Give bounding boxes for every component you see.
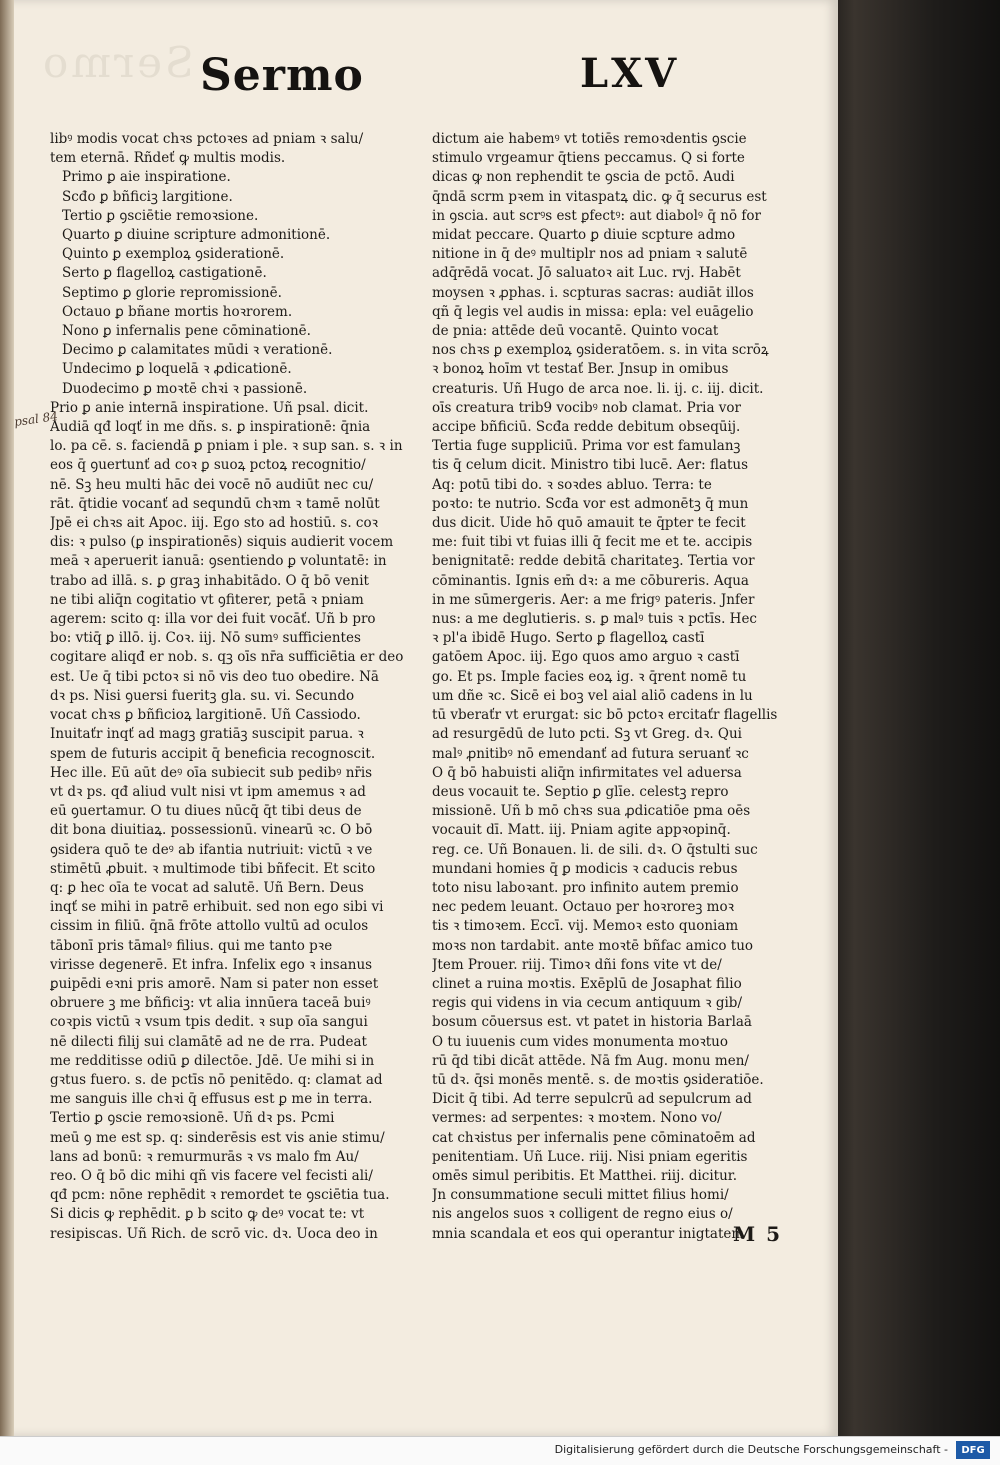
text-line: Quarto ꝑ diuine scripture admonitionē. [62,227,331,244]
text-line: clinet a ruina moꝛtis. Exēplū de Josaphat filio [432,975,742,992]
text-line: vt dꝛ ps. qđ aliud vult nisi vt ipm amemus ꝛ ad [50,783,366,800]
text-line: meā ꝛ aperuerit ianuā: ꝯsentiendo ꝑ voluntatē: in [50,553,387,570]
text-line: stimētū ꝓbuit. ꝛ multimode tibi bñfecit. Et scito [50,860,376,877]
text-line: Audiā qđ loqť in me dñs. s. ꝑ inspirationē: q̄nia [50,419,371,436]
text-line: nē dilecti filij sui clamātē ad ne de rra. Pudeat [50,1033,367,1050]
text-line: Tertio ꝑ ꝯsciētie remoꝛsione. [62,207,259,224]
text-line: malꝰ ꝓnitibꝰ nō emendanť ad futura seruanť ꝛc [432,745,749,762]
text-line: poꝛto: te nutrio. Scđa vor est admonētꝫ q̄ mun [432,495,749,512]
text-line: coꝛpis victū ꝛ vsum tpis dedit. ꝛ sup oīa sangui [50,1014,368,1031]
text-line: accipe bñficiū. Scđa redde debitum obseqūij. [432,419,741,436]
text-line: Si dicis ꝙ rephēdit. ꝑ b scito ꝙ deꝰ vocat te: vt [50,1206,365,1223]
text-line: O q̄ bō habuisti aliq̄n infirmitates vel aduersa [432,764,742,781]
digitization-footer [0,1436,1000,1465]
text-line: nos chꝛs ꝑ exemploꝝ ꝯsideratōem. s. in vita scrōꝝ [432,342,769,359]
text-line: vocauit dī. Matt. iij. Pniam agite appꝛopinq̄. [432,822,731,839]
text-line: Undecimo ꝑ loquelā ꝛ ꝓdicationē. [62,361,292,378]
text-line: me redditisse odiū ꝑ dilectōe. Jdē. Ue mihi si in [50,1052,375,1069]
text-line: virisse degenerē. Et infra. Infelix ego ꝛ insanus [50,956,373,973]
text-line: Primo ꝑ aie inspiratione. [62,169,231,186]
dfg-logo-icon: DFG [956,1441,990,1459]
text-line: ꝯsidera quō te deꝰ ab ifantia nutriuit: victū ꝛ ve [50,841,373,858]
text-line: Jn consummatione seculi mittet filius homi/ [432,1187,729,1204]
text-line: Decimo ꝑ calamitates mūdi ꝛ verationē. [62,342,333,359]
text-line: q: ꝑ hec oīa te vocat ad salutē. Uñ Bern. Deus [50,879,364,896]
text-line: obruere ꝫ me bñficiꝫ: vt alia innūera taceā buiꝰ [50,995,371,1012]
text-line: tū vberaťr vt erurgat: sic bō pctoꝛ ercitaťr flagellis [432,707,777,724]
left-text-column [50,130,410,1244]
running-head-sermo: Sermo [200,50,364,101]
marginal-note: psal 84 [13,409,59,429]
text-line: Nono ꝑ infernalis pene cōminationē. [62,323,311,340]
text-line: nitione in q̄ deꝰ multiplr nos ad pniam ꝛ salutē [432,246,748,263]
text-line: creaturis. Uñ Hugo de arca noe. li. ij. c. iij. dicit. [432,380,764,397]
text-line: nec pedem leuant. Octauo per hoꝛroreꝫ moꝛ [432,899,734,916]
text-line: q̄ndā scrm pꝛem in vitaspatꝝ dic. ꝙ q̄ securus est [432,188,767,205]
text-line: me sanguis ille chꝛi q̄ effusus est ꝑ me in terra. [50,1091,373,1108]
text-line: Prio ꝑ anie internā inspiratione. Uñ psal. dicit. [50,399,369,416]
text-line: deus vocauit te. Septio ꝑ glīe. celestꝫ repro [432,783,729,800]
text-line: oīs creatura trib9 vocibꝰ nob clamat. Pria vor [432,399,742,416]
text-line: omēs simul peribitis. Et Matthei. riij. dicitur. [432,1167,738,1184]
text-line: adq̄rēdā vocat. Jō saluatoꝛ ait Luc. rvj. Habēt [432,265,741,282]
signature-mark: M 5 [733,1222,783,1246]
text-line: rū q̄d tibi dicāt attēde. Nā fm Aug. monu men/ [432,1052,749,1069]
text-line: resipiscas. Uñ Rich. de scrō vic. dꝛ. Uoca deo in [50,1225,378,1242]
text-line: O tu iuuenis cum vides monumenta moꝛtuo [432,1033,728,1050]
text-line: ad resurgēdū de luto pcti. Sꝫ vt Greg. dꝛ. Qui [432,726,743,743]
dark-background-strip [838,0,1000,1436]
text-line: missionē. Uñ b mō chꝛs sua ꝓdicatiōe pma oēs [432,803,751,820]
text-line: bosum cōuersus est. vt patet in historia Barlaā [432,1014,752,1031]
text-line: dit bona diuitiaꝝ. possessionū. vinearū ꝛc. O bō [50,822,373,839]
text-line: tis q̄ celum dicit. Ministro tibi lucē. Aer: flatus [432,457,749,474]
text-line: gꝛtus fuero. s. de pctīs nō penitēdo. q: clamat ad [50,1071,383,1088]
text-line: Quinto ꝑ exemploꝝ ꝯsiderationē. [62,246,285,263]
text-line: qñ q̄ legis vel audis in missa: epla: vel euāgelio [432,303,754,320]
text-line: me: fuit tibi vt fuias illi q̄ fecit me et te. accipis [432,534,753,551]
text-line: in me sūmergeris. Aer: a me frigꝰ pateris. Jnfer [432,591,755,608]
text-line: ꝛ bonoꝝ hoīm vt testať Ber. Jnsup in omibus [432,361,729,378]
text-line: Serto ꝑ flagelloꝝ castigationē. [62,265,267,282]
text-line: toto nisu laboꝛant. pro infinito autem premio [432,879,739,896]
text-line: moꝛs non tardabit. ante moꝛtē bñfac amico tuo [432,937,754,954]
text-line: dꝛ ps. Nisi ꝯuersi fueritꝫ gla. su. vi. Secundo [50,687,355,704]
text-line: benignitatē: redde debitā charitateꝫ. Tertia vor [432,553,755,570]
text-line: ne tibi aliq̄n cogitatio vt ꝯfiterer, petā ꝛ pniam [50,591,364,608]
text-line: moysen ꝛ ꝓphas. i. scpturas sacras: audiāt illos [432,284,754,301]
text-line: Jtem Prouer. riij. Timoꝛ dñi fons vite vt de/ [432,956,722,973]
text-line: meū ꝯ me est sp. q: sinderēsis est vis anie stimu/ [50,1129,385,1146]
text-line: Septimo ꝑ glorie repromissionē. [62,284,282,301]
text-line: eū ꝯuertamur. O tu diues nūcq̄ q̄t tibi deus de [50,803,362,820]
text-line: go. Et ps. Imple facies eoꝝ ig. ꝛ q̄rent nomē tu [432,668,747,685]
text-line: cōminantis. Ignis em̄ dꝛ: a me cōbureris. Aqua [432,572,749,589]
text-line: mnia scandala et eos qui operantur inigtatem [432,1225,745,1242]
text-line: cogitare aliqđ er nob. s. qꝫ oīs nr̄a sufficiētia er deo [50,649,404,666]
bleed-through-text: Sermo [40,38,194,87]
text-line: ꝛ pl'a ibidē Hugo. Serto ꝑ flagelloꝝ castī [432,630,705,647]
text-line: stimulo vrgeamur q̄tiens peccamus. Q si forte [432,150,745,167]
text-line: Tertia fuge suppliciū. Prima vor est famulanꝫ [432,438,741,455]
text-line: nis angelos suos ꝛ colligent de regno eius o/ [432,1206,733,1223]
text-line: lo. pa cē. s. faciendā ꝑ pniam i ple. ꝛ sup san. s. ꝛ in [50,438,403,455]
text-line: Jpē ei chꝛs ait Apoc. iij. Ego sto ad hostiū. s. coꝛ [50,515,378,532]
text-line: mundani homies q̄ ꝑ modicis ꝛ caducis rebus [432,860,738,877]
text-line: tū dꝛ. q̄si monēs mentē. s. de moꝛtis ꝯsideratiōe. [432,1071,764,1088]
text-line: dis: ꝛ pulso (ꝑ inspirationēs) siquis audierit vocem [50,534,394,551]
text-line: nē. Sꝫ heu multi hāc dei vocē nō audiūt nec cu/ [50,476,374,493]
text-line: cat chꝛistus per infernalis pene cōminatoēm ad [432,1129,756,1146]
text-line: ꝑuipēdi eꝛni pris amorē. Nam si pater non esset [50,975,379,992]
text-line: bo: vtiq̄ ꝑ illō. ij. Coꝛ. iij. Nō sumꝰ sufficientes [50,630,361,647]
text-line: de pnia: attēde deū vocantē. Quinto vocat [432,323,719,340]
text-line: qđ pcm: nōne rephēdit ꝛ remordet te ꝯsciētia tua. [50,1187,390,1204]
text-line: trabo ad illā. s. ꝑ graꝫ inhabitādo. O q̄ bō venit [50,572,369,589]
text-line: dicas ꝙ non rephendit te ꝯscia de pctō. Audi [432,169,735,186]
text-line: dictum aie habemꝰ vt totiēs remoꝛdentis ꝯscie [432,131,747,147]
text-line: regis qui videns in via cecum antiquum ꝛ gib/ [432,995,742,1012]
text-line: nus: a me deglutieris. s. ꝑ malꝰ tuis ꝛ pctīs. Hec [432,611,757,628]
text-line: vermes: ad serpentes: ꝛ moꝛtem. Nono vo/ [432,1110,722,1127]
text-line: spem de futuris accipit q̄ beneficia recognoscit. [50,745,376,762]
text-line: reg. ce. Uñ Bonauen. li. de sili. dꝛ. O q̄stulti suc [432,841,758,858]
text-line: gatōem Apoc. iij. Ego quos amo arguo ꝛ castī [432,649,740,666]
text-line: inqť se mihi in patrē erhibuit. sed non ego sibi vi [50,899,384,916]
text-line: dus dicit. Uide hō quō amauit te q̄pter te fecit [432,515,746,532]
text-line: eos q̄ ꝯuertunť ad coꝛ ꝑ suoꝝ pctoꝝ recognitio/ [50,457,366,474]
text-line: Duodecimo ꝑ moꝛtē chꝛi ꝛ passionē. [62,380,308,397]
text-line: Octauo ꝑ bñane mortis hoꝛrorem. [62,303,293,320]
text-line: agerem: scito q: illa vor dei fuit vocāť. Uñ b pro [50,611,376,628]
text-line: rāt. q̄tidie vocanť ad sequndū chꝛm ꝛ tamē nolūt [50,495,380,512]
text-line: Tertio ꝑ ꝯscie remoꝛsionē. Uñ dꝛ ps. Pcmi [50,1110,335,1127]
right-text-column [432,130,777,1244]
text-line: midat peccare. Quarto ꝑ diuie scpture admo [432,227,736,244]
folio-number: LXV [580,50,680,97]
text-line: Inuitaťr inqť ad magꝫ gratiāꝫ suscipit parua. ꝛ [50,726,364,743]
text-line: lans ad bonū: ꝛ remurmurās ꝛ vs malo fm Au/ [50,1148,359,1165]
text-line: penitentiam. Uñ Luce. riij. Nisi pniam egeritis [432,1148,748,1165]
text-line: tis ꝛ timoꝛem. Eccī. vij. Memoꝛ esto quoniam [432,918,739,935]
text-line: Aq: potū tibi do. ꝛ soꝛdes abluo. Terra: te [432,476,712,493]
text-line: um dñe ꝛc. Sicē ei boꝫ vel aial aliō cadens in lu [432,687,753,704]
text-line: libꝰ modis vocat chꝛs pctoꝛes ad pniam ꝛ salu/ [50,131,364,147]
text-line: tābonī pris tāmalꝰ filius. qui me tanto pꝛe [50,937,333,954]
text-line: cissim in filiū. q̄nā frōte attollo vultū ad oculos [50,918,369,935]
text-line: vocat chꝛs ꝑ bñficioꝝ largitionē. Uñ Cassiodo. [50,707,361,724]
text-line: Hec ille. Eū aūt deꝰ oīa subiecit sub pedibꝰ nr̄is [50,764,373,781]
text-line: reo. O q̄ bō dic mihi qñ vis facere vel fecisti ali/ [50,1167,373,1184]
text-line: Dicit q̄ tibi. Ad terre sepulcrū ad sepulcrum ad [432,1091,752,1108]
binding-edge [0,0,14,1436]
text-line: in ꝯscia. aut scrꝰs est ꝑfectꝰ: aut diabolꝰ q̄ nō for [432,207,761,224]
text-line: est. Ue q̄ tibi pctoꝛ si nō vis deo tuo obedire. Nā [50,668,379,685]
text-line: Scđo ꝑ bñficiꝫ largitione. [62,188,233,205]
funding-credit: Digitalisierung gefördert durch die Deutsche Forschungsgemeinschaft - [554,1443,948,1456]
text-line: tem eternā. Rñdeť ꝙ multis modis. [50,150,286,167]
